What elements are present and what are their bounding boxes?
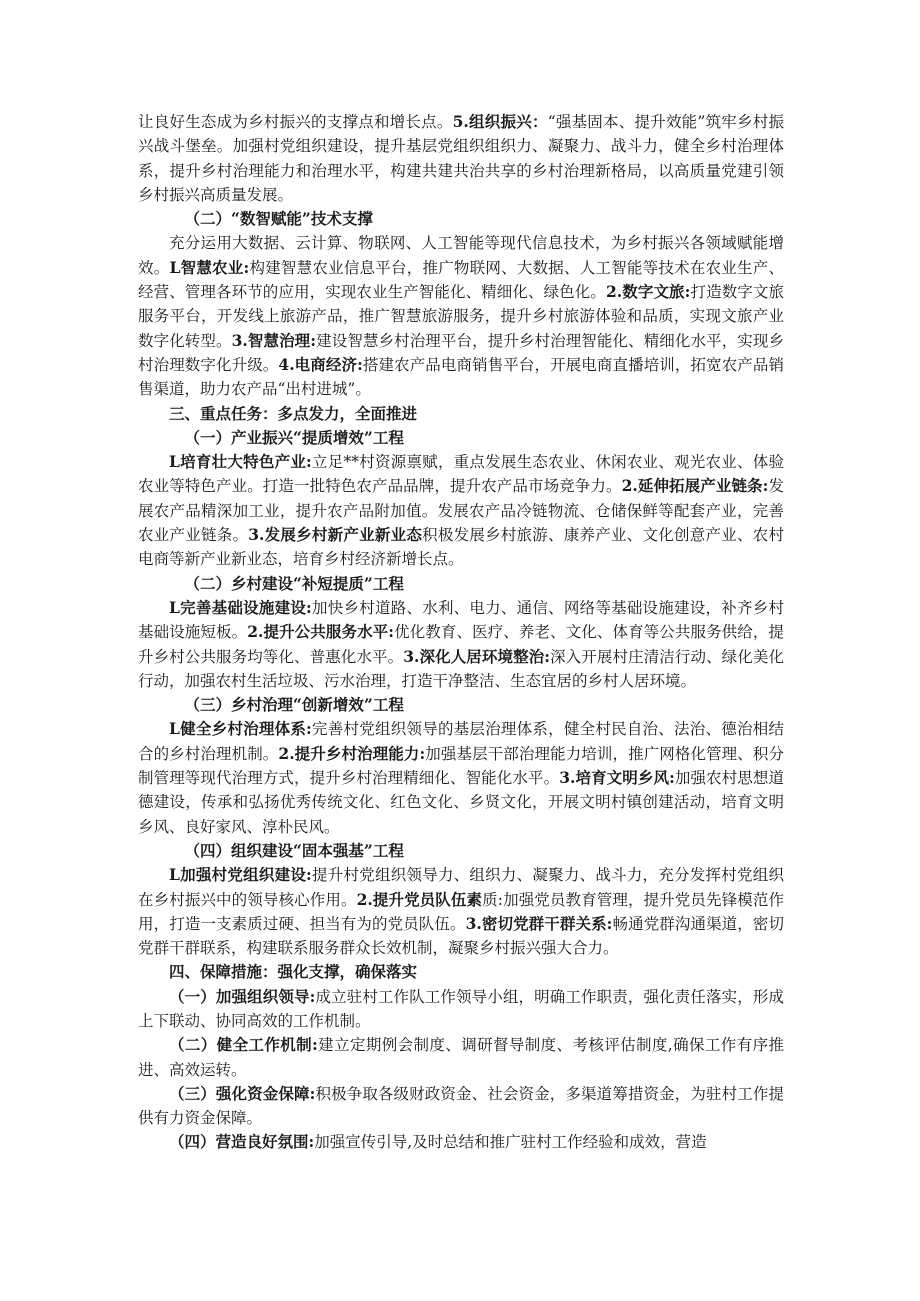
heading-section-4: 四、保障措施：强化支撑，确保落实 xyxy=(169,962,418,982)
bold-label: 2.提升乡村治理能力: xyxy=(278,743,426,763)
text-run: 加强宣传引导,及时总结和推广驻村工作经验和成效，营造 xyxy=(314,1133,707,1152)
bold-label: L健全乡村治理体系: xyxy=(169,719,312,739)
text-run: 完善村党组织领导的基层治理体系，健全村民自治、法治、德治相结合的乡村治理机制。 xyxy=(138,720,784,763)
text-run: 建设智慧乡村治理平台，提升乡村治理智能化、精细化水平，实现乡村治理数字化升级。 xyxy=(138,331,784,374)
bold-label: 2.提升党员队伍素 xyxy=(356,889,483,909)
text-run: 深入开展村庄清洁行动、绿化美化行动，加强农村生活垃圾、污水治理，打造干净整洁、生态宜居的乡村人居环境。 xyxy=(138,647,784,690)
bold-label: L加强村党组织建设: xyxy=(169,865,312,885)
heading-section-3: 三、重点任务：多点发力，全面推进 xyxy=(169,403,418,423)
text-run: 建立定期例会制度、调研督导制度、考核评估制度,确保工作有序推进、高效运转。 xyxy=(138,1036,784,1079)
text-run: “强基固本、提升效能”筑牢乡村振兴战斗堡垒。加强村党组织建设，提升基层党组织组织力、凝聚力、战斗力，健全乡村治理体系，提升乡村治理能力和治理水平，构建共建共治共享的乡村治理新格局，以高质量党建引领乡村振兴高质量发展。 xyxy=(138,113,784,204)
text-run: 充分运用大数据、云计算、物联网、人工智能等现代信息技术，为乡村振兴各领域赋能增效。 xyxy=(138,234,784,277)
bold-label: （三）强化资金保障: xyxy=(169,1083,316,1103)
paragraph-organization-project xyxy=(138,863,784,960)
text-run: 成立驻村工作队工作领导小组，明确工作职责，强化责任落实，形成上下联动、协同高效的工作机制。 xyxy=(138,987,784,1030)
paragraph-safeguard-3 xyxy=(138,1082,784,1131)
heading-construction-project: （二）乡村建设“补短提质”工程 xyxy=(184,573,404,593)
paragraph-industry-project xyxy=(138,450,784,571)
bold-label: 5.组织振兴： xyxy=(452,112,548,131)
paragraph-ecology-organization xyxy=(138,110,784,207)
text-run: 质:加强党员教育管理，提升党员先锋模范作用，打造一支素质过硬、担当有为的党员队伍。 xyxy=(138,890,784,933)
bold-label: 2.数字文旅: xyxy=(605,282,691,302)
text-run: 积极争取各级财政资金、社会资金，多渠道筹措资金，为驻村工作提供有力资金保障。 xyxy=(138,1084,784,1128)
bold-label: L培育壮大特色产业: xyxy=(169,452,312,472)
text-run: 加强基层干部治理能力培训，推广网格化管理、积分制管理等现代治理方式，提升乡村治理精细化、智能化水平。 xyxy=(138,744,784,788)
paragraph-construction-project xyxy=(138,596,784,693)
text-run: 提升村党组织领导力、组织力、凝聚力、战斗力，充分发挥村党组织在乡村振兴中的领导核心作用。 xyxy=(138,866,784,909)
bold-label: 3.培育文明乡风: xyxy=(559,768,675,788)
bold-label: （一）加强组织领导: xyxy=(169,986,316,1006)
text-run: 打造数字文旅服务平台，开发线上旅游产品，推广智慧旅游服务，提升乡村旅游体验和品质，实现文旅产业数字化转型。 xyxy=(138,283,784,350)
heading-industry-project: （一）产业振兴“提质增效”工程 xyxy=(184,427,404,447)
bold-label: 3.发展乡村新产业新业态 xyxy=(248,525,423,545)
paragraph-safeguard-2 xyxy=(138,1033,784,1082)
heading-digital-support: （二）“数智赋能”技术支撑 xyxy=(184,209,373,229)
text-run: 加快乡村道路、水利、电力、通信、网络等基础设施建设，补齐乡村基础设施短板。 xyxy=(138,598,784,642)
text-run: 加强农村思想道德建设，传承和弘扬优秀传统文化、红色文化、乡贤文化，开展文明村镇创建活动，培育文明乡风、良好家风、淳朴民风。 xyxy=(138,769,784,836)
bold-label: （二）健全工作机制: xyxy=(169,1035,318,1055)
heading-organization-project: （四）组织建设“固本强基”工程 xyxy=(184,840,404,860)
text-run: 构建智慧农业信息平台，推广物联网、大数据、人工智能等技术在农业生产、经营、管理各环节的应用，实现农业生产智能化、精细化、绿色化。 xyxy=(138,258,784,302)
text-run: 优化教育、医疗、养老、文化、体育等公共服务供给，提升乡村公共服务均等化、普惠化水平。 xyxy=(138,623,784,666)
paragraph-digital-support xyxy=(138,231,784,401)
bold-label: （四）营造良好氛围: xyxy=(169,1132,315,1152)
heading-governance-project: （三）乡村治理“创新增效”工程 xyxy=(184,695,404,715)
bold-label: L完善基础设施建设: xyxy=(169,597,312,617)
text-run: 让良好生态成为乡村振兴的支撑点和增长点。 xyxy=(138,113,453,131)
text-run: 发展农产品精深加工业，提升农产品附加值。发展农产品冷链物流、仓储保鲜等配套产业，完善农业产业链条。 xyxy=(138,477,784,545)
text-run: 搭建农产品电商销售平台，开展电商直播培训，拓宽农产品销售渠道，助力农产品“出村进城”。 xyxy=(138,355,784,399)
text-run: 立足**村资源禀赋，重点发展生态农业、休闲农业、观光农业、体验农业等特色产业。打造一批特色农产品品牌，提升农产品市场竞争力。 xyxy=(138,453,784,496)
bold-label: 2.延伸拓展产业链条: xyxy=(621,476,769,496)
bold-label: L智慧农业: xyxy=(169,257,250,277)
bold-label: 3.密切党群干群关系: xyxy=(465,913,613,933)
bold-label: 3.深化人居环境整治: xyxy=(403,646,550,666)
text-run: 畅通党群沟通渠道，密切党群干群联系，构建联系服务群众长效机制，凝聚乡村振兴强大合力。 xyxy=(138,914,784,958)
bold-label: 4.电商经济: xyxy=(278,354,363,374)
paragraph-safeguard-4 xyxy=(138,1130,784,1154)
paragraph-governance-project xyxy=(138,717,784,838)
bold-label: 2.提升公共服务水平: xyxy=(247,622,394,642)
bold-label: 3.智慧治理: xyxy=(231,330,317,350)
document-body xyxy=(138,110,784,1155)
paragraph-safeguard-1 xyxy=(138,985,784,1034)
text-run: 积极发展乡村旅游、康养产业、文化创意产业、农村电商等新产业新业态，培育乡村经济新增长点。 xyxy=(138,526,784,569)
